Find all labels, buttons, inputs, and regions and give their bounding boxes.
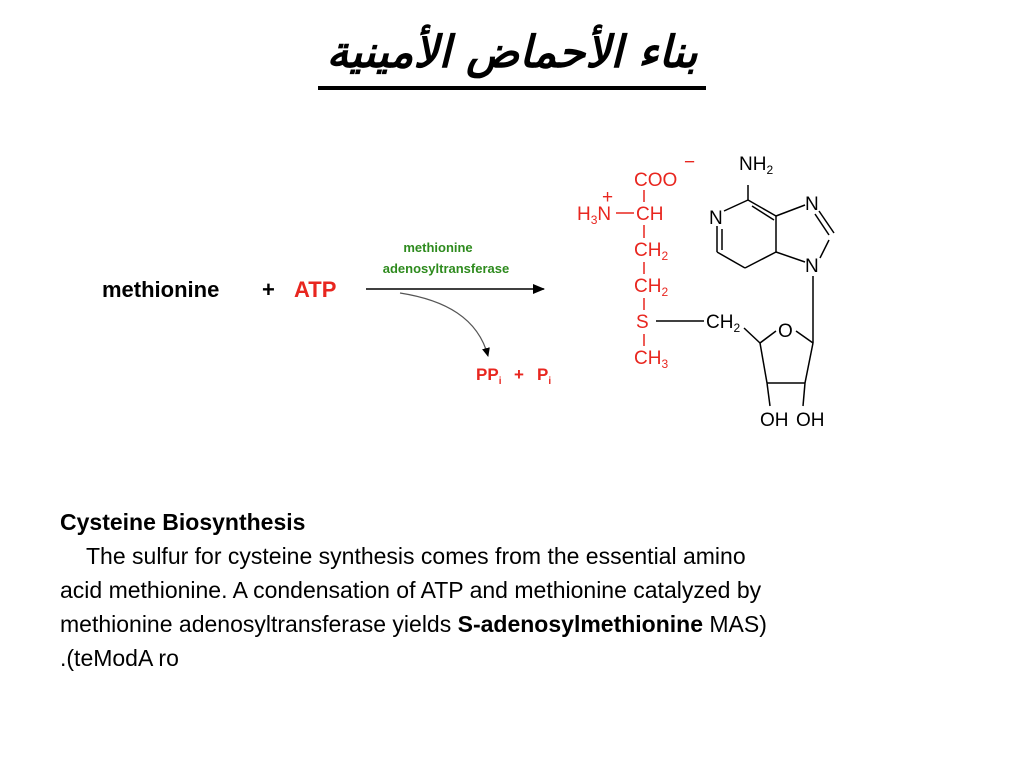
ring-nitrogen-7: N [805,194,819,215]
reactant-methionine: methionine [102,277,220,302]
plus-sign: + [262,277,275,302]
ribose-ch2: $CH_2$ [706,312,741,335]
ch2-group-a: $CH_2$ [634,240,669,263]
enzyme-label-line1: methionine [403,240,473,255]
sam-term: S-adenosylmethionine [457,611,703,637]
enzyme-label-line2: adenosyltransferase [382,261,510,276]
ch3-group: $CH_3$ [634,348,669,371]
amine-charge: + [602,187,614,208]
alpha-carbon: CH [636,204,664,225]
ring-nitrogen-1: N [709,208,723,229]
plus-sign-products: + [514,365,524,384]
ring-nitrogen-9: N [805,256,819,277]
side-product-pi: $P_i$ [537,365,552,387]
slide-title-text: بناء الأحماض الأمينية [318,22,705,90]
side-product-ppi: $PP_i$ [476,365,502,387]
hydroxyl-2: OH [760,410,789,431]
paragraph-line-1: The sulfur for cysteine synthesis comes from the essential amino [86,543,746,569]
amino-group: $NH_2$ [739,154,774,177]
sam-amino-acid-chain [577,152,695,371]
side-product-arrow [400,293,488,356]
coo-charge: − [684,152,696,173]
body-text [60,505,960,675]
paragraph-line-2: acid methionine. A condensation of ATP and methionine catalyzed by [60,577,762,603]
coo-group: COO [634,170,678,191]
hydroxyl-3: OH [796,410,825,431]
ring-oxygen: O [778,321,793,342]
ch2-group-b: $CH_2$ [634,276,669,299]
section-heading: Cysteine Biosynthesis [60,509,306,535]
paragraph-line-3: methionine adenosyltransferase yields S-adenosylmethionine MAS) [60,611,767,637]
paragraph-line-4: .(teModA ro [60,645,179,671]
reactant-atp: ATP [294,277,337,302]
amine-group: $H_3N$ [577,204,612,227]
sulfur-atom: S [636,312,649,333]
